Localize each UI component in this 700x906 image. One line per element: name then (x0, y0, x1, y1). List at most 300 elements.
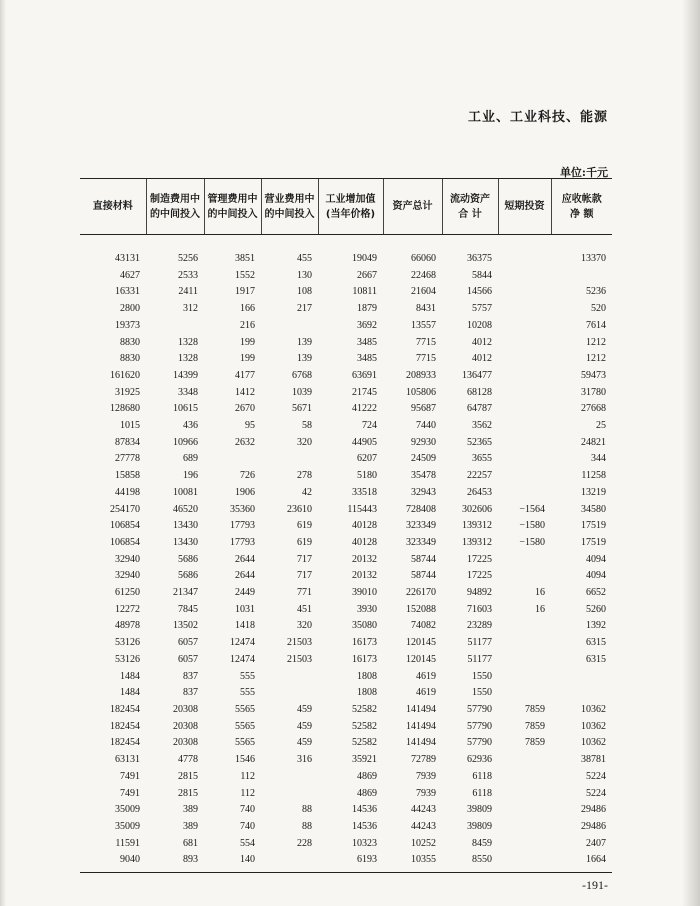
table-row (80, 819, 612, 836)
table-cell: 106854 (110, 520, 140, 532)
table-row (80, 335, 612, 352)
table-cell: 23610 (287, 503, 312, 515)
table-cell: 837 (183, 687, 198, 699)
table-cell (498, 284, 551, 301)
table-cell: 520 (591, 303, 606, 315)
table-row (80, 468, 612, 485)
table-cell: 53126 (115, 637, 140, 649)
table-cell: 312 (183, 303, 198, 315)
table-cell: 4869 (357, 770, 377, 782)
table-cell: 5180 (357, 470, 377, 482)
table-cell: 1664 (586, 854, 606, 866)
table-cell: 62936 (467, 754, 492, 766)
table-cell: 141494 (406, 703, 436, 715)
table-cell (261, 318, 318, 335)
table-cell: 1550 (472, 670, 492, 682)
table-cell: 182454 (110, 720, 140, 732)
table-cell: 87834 (115, 436, 140, 448)
table-cell: 95 (245, 420, 255, 432)
table-cell: 1039 (292, 386, 312, 398)
table-cell: 51177 (467, 637, 492, 649)
table-cell: 619 (297, 536, 312, 548)
table-cell: 10355 (411, 854, 436, 866)
table-cell: 1015 (120, 420, 140, 432)
table-cell: 717 (297, 553, 312, 565)
table-row (80, 602, 612, 619)
table-cell: 42 (302, 486, 312, 498)
table-cell: 1412 (235, 386, 255, 398)
table-row (80, 535, 612, 552)
table-cell: 48978 (115, 620, 140, 632)
table-cell: 17519 (581, 520, 606, 532)
table-cell (498, 268, 551, 285)
table-cell (498, 852, 551, 869)
table-cell: 66060 (411, 253, 436, 264)
table-cell: 1392 (586, 620, 606, 632)
table-cell: 32940 (115, 553, 140, 565)
column-header-5: 资产总计 (383, 179, 442, 235)
table-cell: 226170 (406, 587, 436, 599)
table-cell: 6118 (472, 770, 492, 782)
table-cell: 38781 (581, 754, 606, 766)
table-cell: 217 (297, 303, 312, 315)
table-cell: 1212 (586, 353, 606, 365)
table-cell (498, 635, 551, 652)
table-cell: 1879 (357, 303, 377, 315)
table-cell: 2670 (235, 403, 255, 415)
table-cell: 22257 (467, 470, 492, 482)
table-cell: 7845 (178, 603, 198, 615)
table-cell (498, 301, 551, 318)
table-cell (498, 335, 551, 352)
table-cell: 21503 (287, 653, 312, 665)
table-row (80, 635, 612, 652)
table-cell: 554 (240, 837, 255, 849)
table-cell: 17225 (467, 570, 492, 582)
table-cell: 139312 (462, 536, 492, 548)
table-row (80, 401, 612, 418)
table-cell: 1031 (235, 603, 255, 615)
table-cell: 459 (297, 720, 312, 732)
table-cell: 1808 (357, 670, 377, 682)
table-cell: 11258 (581, 470, 606, 482)
table-cell: 52582 (352, 720, 377, 732)
table-cell: 44905 (352, 436, 377, 448)
table-cell (261, 769, 318, 786)
table-cell: 1550 (472, 687, 492, 699)
table-row (80, 485, 612, 502)
table-cell: −1564 (519, 503, 545, 515)
table-cell: 7715 (416, 353, 436, 365)
table-cell: 6315 (586, 653, 606, 665)
table-row (80, 652, 612, 669)
table-cell: 1212 (586, 336, 606, 348)
table-cell: 771 (297, 587, 312, 599)
table-cell: 1484 (120, 670, 140, 682)
table-cell: 8830 (120, 353, 140, 365)
table-cell: 7715 (416, 336, 436, 348)
table-cell: 21503 (287, 637, 312, 649)
table-cell: 2800 (120, 303, 140, 315)
table-cell: 740 (240, 804, 255, 816)
table-cell: 5686 (178, 570, 198, 582)
table-cell: 152088 (406, 603, 436, 615)
table-cell: 459 (297, 737, 312, 749)
table-cell: 1552 (235, 269, 255, 281)
table-cell: 316 (297, 754, 312, 766)
table-cell: 53126 (115, 653, 140, 665)
table-row (80, 451, 612, 468)
table-cell: 13430 (173, 536, 198, 548)
table-cell: 20308 (173, 737, 198, 749)
table-cell: 22468 (411, 269, 436, 281)
table-cell: 12474 (230, 637, 255, 649)
table-cell: 40128 (352, 520, 377, 532)
data-table (80, 178, 612, 869)
table-cell (498, 819, 551, 836)
table-cell: 2449 (235, 587, 255, 599)
table-cell: 12272 (115, 603, 140, 615)
table-cell: 139 (297, 353, 312, 365)
table-cell: 8830 (120, 336, 140, 348)
table-cell: 4094 (586, 570, 606, 582)
table-cell: 7614 (586, 319, 606, 331)
table-cell: 10081 (173, 486, 198, 498)
table-cell: 139 (297, 336, 312, 348)
table-cell: 19049 (352, 253, 377, 264)
table-cell: 208933 (406, 369, 436, 381)
table-cell: 555 (240, 670, 255, 682)
table-cell: 16 (535, 603, 545, 615)
table-cell: 3562 (472, 420, 492, 432)
table-cell: 11591 (115, 837, 140, 849)
table-cell: 5236 (586, 286, 606, 298)
table-cell: 21604 (411, 286, 436, 298)
bottom-rule (80, 872, 612, 873)
table-cell (498, 368, 551, 385)
table-row (80, 368, 612, 385)
table-cell: 64787 (467, 403, 492, 415)
table-cell: 31925 (115, 386, 140, 398)
column-header-3: 营业费用中 的中间投入 (261, 179, 318, 235)
table-cell: 88 (302, 820, 312, 832)
table-cell: 7491 (120, 770, 140, 782)
table-cell: 58744 (411, 553, 436, 565)
table-cell: 71603 (467, 603, 492, 615)
table-cell: 13430 (173, 520, 198, 532)
table-cell: 5260 (586, 603, 606, 615)
table-cell: 2644 (235, 553, 255, 565)
table-cell: 7859 (525, 737, 545, 749)
table-cell (261, 786, 318, 803)
table-cell: 6768 (292, 369, 312, 381)
table-cell: 35080 (352, 620, 377, 632)
table-cell (498, 836, 551, 853)
table-cell: 5565 (235, 720, 255, 732)
table-cell: 320 (297, 620, 312, 632)
table-cell: 7859 (525, 703, 545, 715)
table-cell: 7939 (416, 787, 436, 799)
table-cell: 34580 (581, 503, 606, 515)
page-edge-left (0, 0, 6, 906)
table-cell (261, 669, 318, 686)
table-cell (498, 786, 551, 803)
table-row (80, 502, 612, 519)
table-cell: 40128 (352, 536, 377, 548)
table-cell: 689 (183, 453, 198, 465)
table-cell (498, 385, 551, 402)
table-cell: 1328 (178, 353, 198, 365)
table-cell: 459 (297, 703, 312, 715)
table-cell: 7859 (525, 720, 545, 732)
table-cell (498, 669, 551, 686)
table-row (80, 719, 612, 736)
table-cell: 8431 (416, 303, 436, 315)
table-cell: 3655 (472, 453, 492, 465)
table-cell: 8550 (472, 854, 492, 866)
table-cell: 35009 (115, 820, 140, 832)
table-cell (498, 685, 551, 702)
table-cell: 6207 (357, 453, 377, 465)
table-cell (498, 468, 551, 485)
table-cell (498, 451, 551, 468)
table-cell: 182454 (110, 703, 140, 715)
table-cell: 120145 (406, 637, 436, 649)
table-cell: 6118 (472, 787, 492, 799)
table-row (80, 552, 612, 569)
table-row (80, 301, 612, 318)
table-cell: 7440 (416, 420, 436, 432)
table-cell: 5224 (586, 770, 606, 782)
table-cell (146, 318, 204, 335)
table-cell: 21745 (352, 386, 377, 398)
table-cell: 6315 (586, 637, 606, 649)
table-cell: 389 (183, 820, 198, 832)
table-cell (498, 652, 551, 669)
table-cell: 436 (183, 420, 198, 432)
table-cell: 16173 (352, 637, 377, 649)
table-cell (261, 685, 318, 702)
table-cell: 27668 (581, 403, 606, 415)
table-cell: 43131 (115, 253, 140, 264)
table-cell: 141494 (406, 720, 436, 732)
column-header-1: 制造费用中 的中间投入 (146, 179, 204, 235)
table-cell: 41222 (352, 403, 377, 415)
table-cell: 4012 (472, 336, 492, 348)
table-cell: 182454 (110, 737, 140, 749)
table-cell: 136477 (462, 369, 492, 381)
table-cell: 26453 (467, 486, 492, 498)
table-cell: 74082 (411, 620, 436, 632)
table-cell: 29486 (581, 804, 606, 816)
table-cell: 52365 (467, 436, 492, 448)
table-cell: 717 (297, 570, 312, 582)
table-cell: 57790 (467, 720, 492, 732)
table-cell: 323349 (406, 520, 436, 532)
table-cell: 161620 (110, 369, 140, 381)
table-cell: 681 (183, 837, 198, 849)
table-cell: 139312 (462, 520, 492, 532)
table-cell: 14566 (467, 286, 492, 298)
table-cell: −1580 (519, 520, 545, 532)
table-cell: 52582 (352, 703, 377, 715)
table-row (80, 351, 612, 368)
table-cell: 2407 (586, 837, 606, 849)
page-edge-right (682, 0, 700, 906)
table-cell: 57790 (467, 737, 492, 749)
table-cell (551, 685, 612, 702)
table-cell: 3485 (357, 353, 377, 365)
table-cell (498, 568, 551, 585)
table-cell: 59473 (581, 369, 606, 381)
table-cell (498, 351, 551, 368)
table-cell (204, 451, 261, 468)
column-header-0: 直接材料 (80, 179, 146, 235)
table-cell: 740 (240, 820, 255, 832)
table-cell: 1808 (357, 687, 377, 699)
table-cell: 105806 (406, 386, 436, 398)
table-cell (551, 669, 612, 686)
table-cell: 5757 (472, 303, 492, 315)
table-cell (498, 485, 551, 502)
table-cell: 726 (240, 470, 255, 482)
table-cell: 10966 (173, 436, 198, 448)
table-cell: 141494 (406, 737, 436, 749)
table-cell: 46520 (173, 503, 198, 515)
table-row (80, 769, 612, 786)
table-row (80, 685, 612, 702)
table-cell: 1906 (235, 486, 255, 498)
table-cell: 1917 (235, 286, 255, 298)
table-cell: 555 (240, 687, 255, 699)
table-row (80, 836, 612, 853)
table-cell: 4869 (357, 787, 377, 799)
table-row (80, 385, 612, 402)
table-cell: 5224 (586, 787, 606, 799)
table-cell: 68128 (467, 386, 492, 398)
table-cell (498, 552, 551, 569)
table-cell: 128680 (110, 403, 140, 415)
table-cell: 4619 (416, 670, 436, 682)
table-cell: 199 (240, 353, 255, 365)
table-cell: 228 (297, 837, 312, 849)
table-cell: 44243 (411, 820, 436, 832)
table-cell: 9040 (120, 854, 140, 866)
table-cell: 4619 (416, 687, 436, 699)
table-cell: 13219 (581, 486, 606, 498)
table-cell: 36375 (467, 253, 492, 264)
table-cell: 7491 (120, 787, 140, 799)
table-cell: 196 (183, 470, 198, 482)
column-header-8: 应收帐款 净 额 (551, 179, 612, 235)
table-cell: 21347 (173, 587, 198, 599)
table-cell: 1484 (120, 687, 140, 699)
table-cell: 6057 (178, 637, 198, 649)
table-cell: 2632 (235, 436, 255, 448)
table-cell: 39809 (467, 820, 492, 832)
table-cell: −1580 (519, 536, 545, 548)
table-cell: 2533 (178, 269, 198, 281)
table-cell: 57790 (467, 703, 492, 715)
table-cell: 20308 (173, 703, 198, 715)
column-header-7: 短期投资 (498, 179, 551, 235)
table-cell: 254170 (110, 503, 140, 515)
table-cell: 893 (183, 854, 198, 866)
table-cell: 115443 (347, 503, 377, 515)
table-cell: 24821 (581, 436, 606, 448)
table-cell (551, 268, 612, 285)
table-cell: 4778 (178, 754, 198, 766)
page-number: -191- (582, 878, 608, 892)
table-cell: 112 (240, 770, 255, 782)
header-row (80, 179, 612, 235)
table-cell: 23289 (467, 620, 492, 632)
table-cell: 32940 (115, 570, 140, 582)
table-cell: 15858 (115, 470, 140, 482)
table-cell: 5256 (178, 253, 198, 264)
table-cell: 44243 (411, 804, 436, 816)
table-cell: 5686 (178, 553, 198, 565)
table-cell: 32943 (411, 486, 436, 498)
table-row (80, 568, 612, 585)
table-cell: 58 (302, 420, 312, 432)
table-cell: 6193 (357, 854, 377, 866)
table-cell (498, 618, 551, 635)
table-cell: 4177 (235, 369, 255, 381)
table-cell: 39010 (352, 587, 377, 599)
table-cell: 39809 (467, 804, 492, 816)
table-cell: 3851 (235, 253, 255, 264)
table-cell: 320 (297, 436, 312, 448)
section-title: 工业、工业科技、能源 (467, 110, 608, 125)
table-cell: 17225 (467, 553, 492, 565)
table-cell: 10811 (352, 286, 377, 298)
table-cell: 199 (240, 336, 255, 348)
table-cell: 2644 (235, 570, 255, 582)
table-cell: 17519 (581, 536, 606, 548)
table-row (80, 852, 612, 869)
table-cell: 58744 (411, 570, 436, 582)
table-cell: 8459 (472, 837, 492, 849)
table-cell: 728408 (406, 503, 436, 515)
table-cell: 5844 (472, 269, 492, 281)
table-cell: 10252 (411, 837, 436, 849)
table-row (80, 735, 612, 752)
table-cell: 130 (297, 269, 312, 281)
table-cell: 10362 (581, 720, 606, 732)
table-cell: 52582 (352, 737, 377, 749)
table-row (80, 518, 612, 535)
table-cell: 112 (240, 787, 255, 799)
table-cell (261, 852, 318, 869)
table-cell: 13502 (173, 620, 198, 632)
table-cell: 10615 (173, 403, 198, 415)
table-cell: 16 (535, 587, 545, 599)
table-cell (498, 318, 551, 335)
table-cell: 1328 (178, 336, 198, 348)
table-cell: 837 (183, 670, 198, 682)
table-cell: 14536 (352, 820, 377, 832)
table-cell: 29486 (581, 820, 606, 832)
table-cell (498, 769, 551, 786)
table-cell: 451 (297, 603, 312, 615)
table-cell: 166 (240, 303, 255, 315)
table-cell: 95687 (411, 403, 436, 415)
table-cell: 7939 (416, 770, 436, 782)
table-cell: 5671 (292, 403, 312, 415)
table-cell: 16331 (115, 286, 140, 298)
table-cell: 389 (183, 804, 198, 816)
